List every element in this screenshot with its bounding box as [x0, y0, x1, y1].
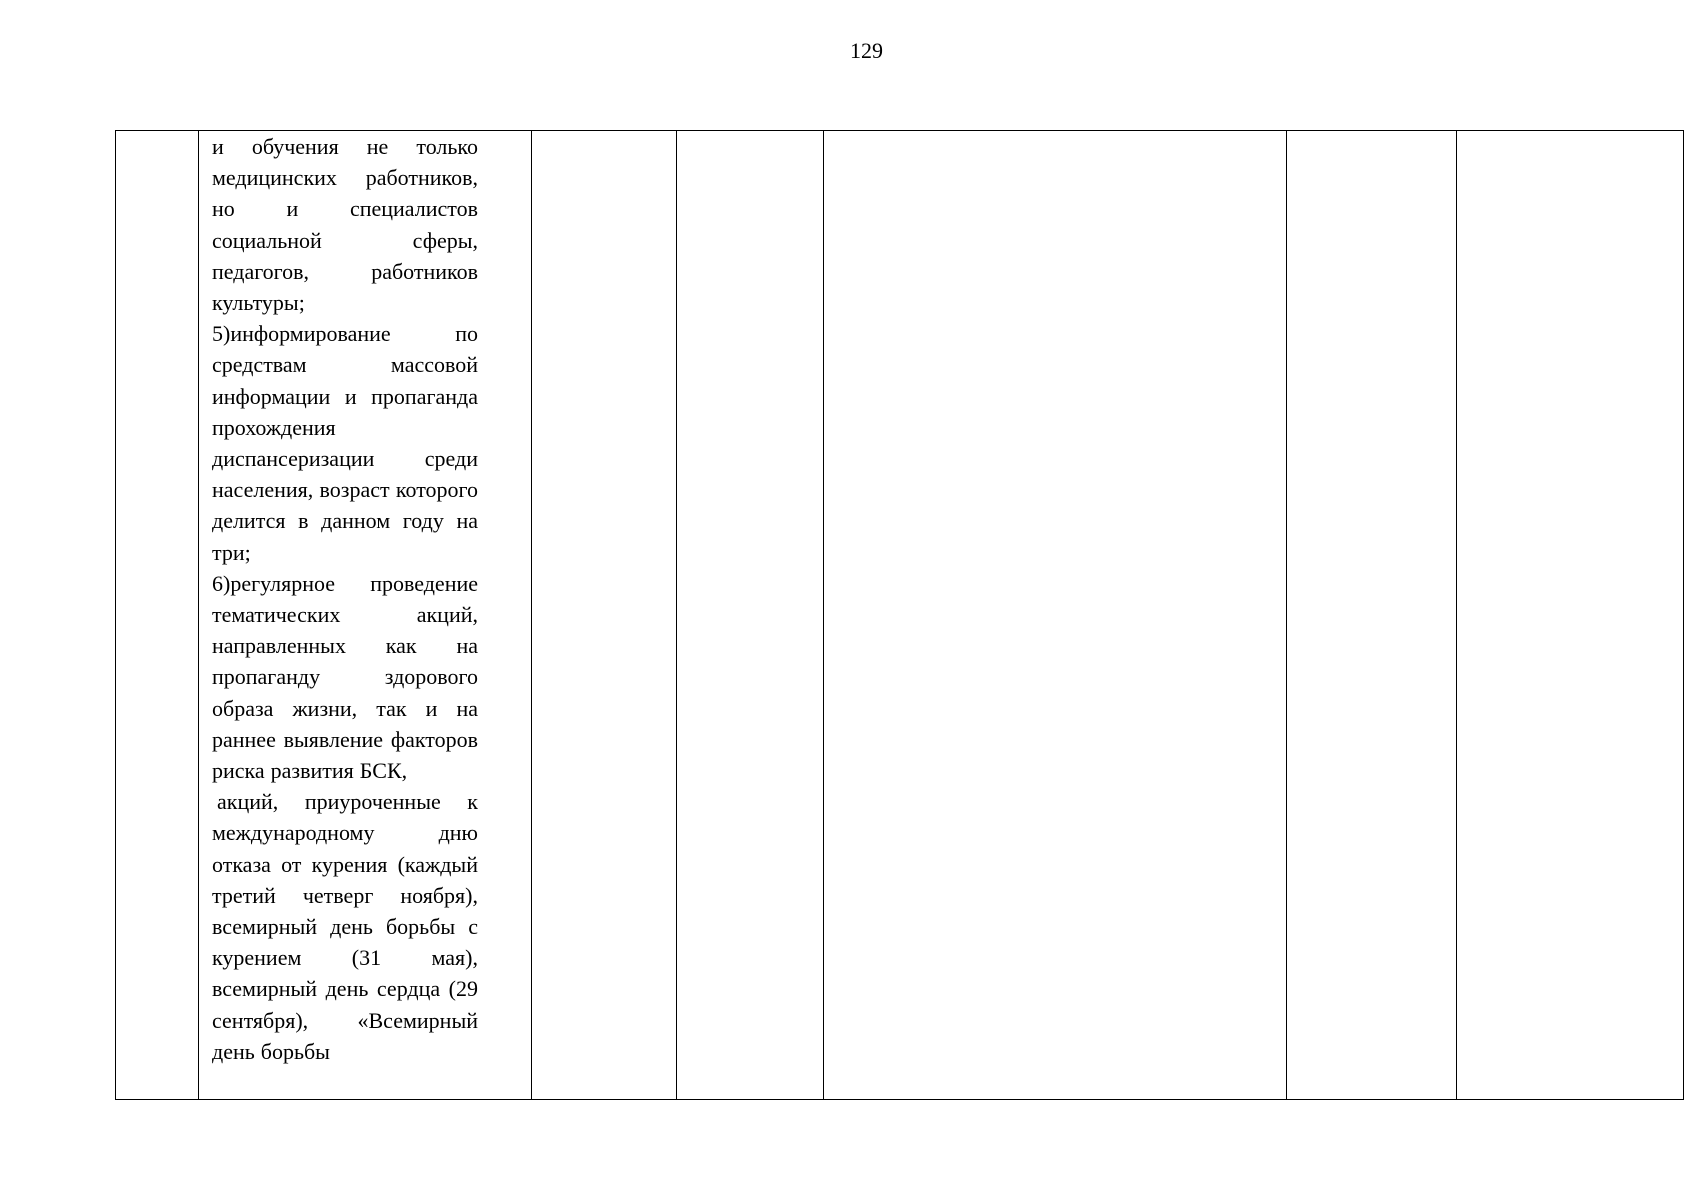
page-number: 129 — [850, 38, 883, 63]
table-cell-7 — [1457, 131, 1684, 1100]
table-cell-number — [116, 131, 199, 1100]
paragraph-awareness-days: акций, приуроченные к международному дню отказа от курения (каждый третий четверг ноября), всемирный день борьбы с курением (31 мая), всемирный день сердца (29 сентября), «Всемирный день борьбы — [212, 789, 478, 1064]
paragraph-training: и обучения не только медицинских работников, но и специалистов социальной сферы, педагогов, работников культуры; — [212, 134, 478, 316]
table-cell-6 — [1287, 131, 1457, 1100]
table-cell-4 — [677, 131, 824, 1100]
table-cell-activities — [199, 131, 532, 1100]
table-row — [116, 131, 1684, 1100]
document-table — [115, 130, 1684, 1100]
table-cell-3 — [532, 131, 677, 1100]
activities-text — [199, 131, 531, 1067]
paragraph-media-informing: 5)информирование по средствам массовой информации и пропаганда прохождения диспансеризации среди населения, возраст которого делится в данном году на три; — [212, 321, 478, 565]
paragraph-thematic-actions: 6)регулярное проведение тематических акций, направленных как на пропаганду здорового образа жизни, так и на раннее выявление факторов риска развития БСК, — [212, 570, 478, 784]
table-cell-5 — [824, 131, 1287, 1100]
